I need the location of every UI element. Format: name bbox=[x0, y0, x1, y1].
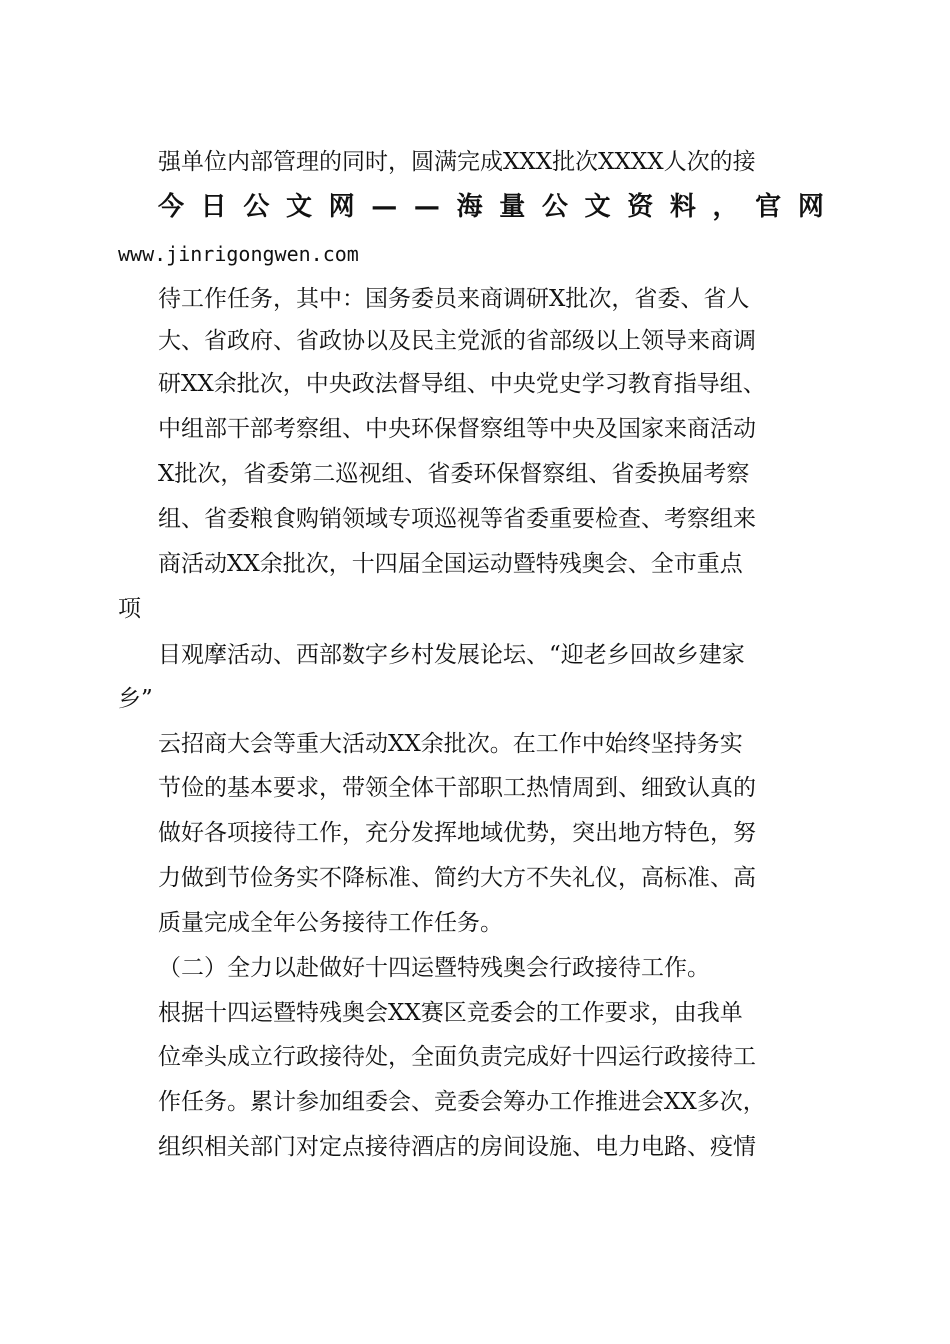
banner-char: 料 bbox=[669, 192, 696, 222]
body-text-line: 云招商大会等重大活动XX余批次。在工作中始终坚持务实 bbox=[158, 731, 743, 757]
banner-char: 公 bbox=[243, 192, 270, 222]
body-text-line: 力做到节俭务实不降标准、简约大方不失礼仪，高标准、高 bbox=[158, 865, 756, 891]
body-text-line: 强单位内部管理的同时，圆满完成XXX批次XXXX人次的接 bbox=[158, 149, 756, 175]
body-text-line: 目观摩活动、西部数字乡村发展论坛、“迎老乡回故乡建家 bbox=[158, 642, 745, 668]
banner-char: 海 bbox=[456, 192, 483, 222]
body-text-line: X批次，省委第二巡视组、省委环保督察组、省委换届考察 bbox=[158, 461, 750, 487]
banner-char: 网 bbox=[328, 192, 355, 222]
body-text-line: 作任务。累计参加组委会、竞委会筹办工作推进会XX多次， bbox=[158, 1089, 766, 1115]
banner-char: 量 bbox=[499, 192, 526, 222]
watermark-banner-url[interactable]: www.jinrigongwen.com bbox=[118, 242, 359, 266]
section-heading: （二）全力以赴做好十四运暨特残奥会行政接待工作。 bbox=[158, 955, 710, 981]
banner-char: 网 bbox=[797, 192, 824, 222]
body-text-line: 组、省委粮食购销领域专项巡视等省委重要检查、考察组来 bbox=[158, 506, 756, 532]
body-text-line: 质量完成全年公务接待工作任务。 bbox=[158, 910, 503, 936]
body-text-line: 节俭的基本要求，带领全体干部职工热情周到、细致认真的 bbox=[158, 775, 756, 801]
body-text-line: 大、省政府、省政协以及民主党派的省部级以上领导来商调 bbox=[158, 328, 756, 354]
body-text-line: 中组部干部考察组、中央环保督察组等中央及国家来商活动 bbox=[158, 416, 756, 442]
body-text-line: 商活动XX余批次，十四届全国运动暨特残奥会、全市重点 bbox=[158, 551, 743, 577]
banner-char: — bbox=[371, 192, 398, 222]
banner-char: 今 bbox=[158, 192, 185, 222]
watermark-banner-title bbox=[158, 190, 824, 224]
body-text-line: 待工作任务，其中：国务委员来商调研X批次，省委、省人 bbox=[158, 286, 750, 312]
body-text-line: 做好各项接待工作，充分发挥地域优势，突出地方特色，努 bbox=[158, 820, 756, 846]
body-text-line: 项 bbox=[118, 596, 141, 622]
banner-char: 文 bbox=[584, 192, 611, 222]
body-text-line: 位牵头成立行政接待处，全面负责完成好十四运行政接待工 bbox=[158, 1044, 756, 1070]
body-text-line: 乡” bbox=[118, 686, 153, 712]
banner-char: 官 bbox=[755, 192, 782, 222]
banner-char: — bbox=[413, 192, 440, 222]
body-text-line: 根据十四运暨特残奥会XX赛区竞委会的工作要求，由我单 bbox=[158, 1000, 743, 1026]
banner-char: ， bbox=[712, 192, 739, 222]
banner-char: 文 bbox=[285, 192, 312, 222]
body-text-line: 组织相关部门对定点接待酒店的房间设施、电力电路、疫情 bbox=[158, 1134, 756, 1160]
body-text-line: 研XX余批次，中央政法督导组、中央党史学习教育指导组、 bbox=[158, 371, 766, 397]
banner-char: 公 bbox=[541, 192, 568, 222]
banner-char: 资 bbox=[627, 192, 654, 222]
banner-char: 日 bbox=[200, 192, 227, 222]
